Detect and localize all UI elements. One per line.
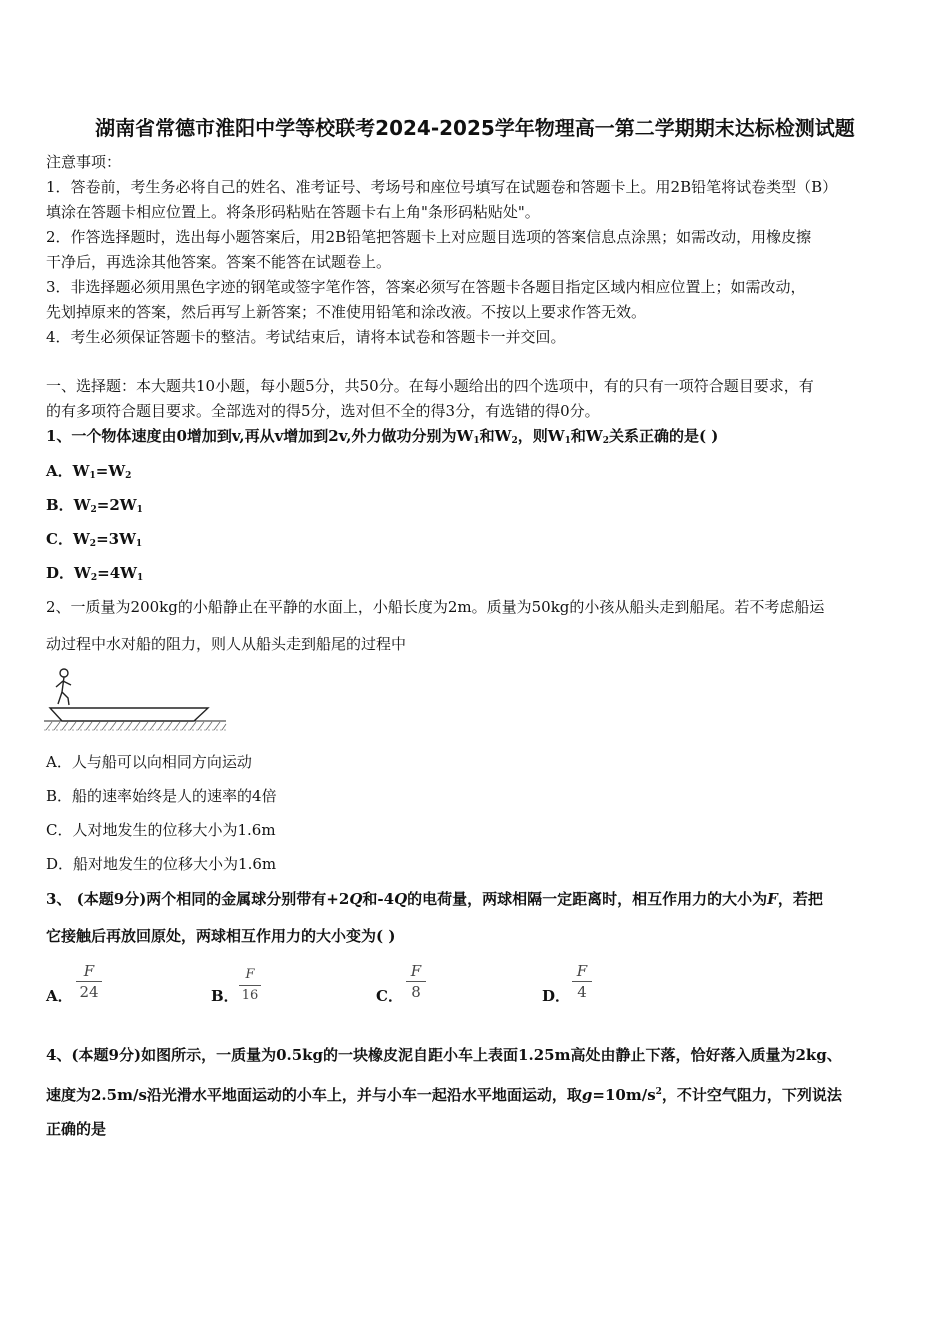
question-3-stem-line: 3、 (本题9分)两个相同的金属球分别带有+2Q和-4Q的电荷量，两球相隔一定距离时，相互作用力的大小为F，若把 — [46, 890, 823, 908]
notice-line: 3．非选择题必须用黑色字迹的钢笔或签字笔作答，答案必须写在答题卡各题目指定区域内相应位置上；如需改动， — [46, 278, 806, 296]
notice-line: 填涂在答题卡相应位置上。将条形码粘贴在答题卡右上角"条形码粘贴处"。 — [46, 203, 540, 221]
question-2-option-a: A．人与船可以向相同方向运动 — [46, 753, 252, 771]
notice-line: 2．作答选择题时，选出每小题答案后，用2B铅笔把答题卡上对应题目选项的答案信息点涂黑；如需改动，用橡皮擦 — [46, 228, 812, 246]
question-3-option-a-fraction: F 24 — [76, 962, 102, 1001]
question-3-option-c-fraction: F 8 — [406, 962, 426, 1001]
water-hatch — [46, 722, 226, 730]
notice-line: 4．考生必须保证答题卡的整洁。考试结束后，请将本试卷和答题卡一并交回。 — [46, 328, 566, 346]
notice-line: 先划掉原来的答案，然后再写上新答案；不准使用铅笔和涂改液。不按以上要求作答无效。 — [46, 303, 647, 321]
question-2-option-d: D．船对地发生的位移大小为1.6m — [46, 855, 277, 873]
section-heading-line: 的有多项符合题目要求。全部选对的得5分，选对但不全的得3分，有选错的得0分。 — [46, 402, 600, 420]
question-1-stem: 1、一个物体速度由0增加到v,再从v增加到2v,外力做功分别为$W_1$和$W_2$，则$W_1$和$W_2$关系正确的是( ) — [46, 427, 719, 446]
notice-heading: 注意事项： — [46, 153, 122, 171]
question-2-option-c: C．人对地发生的位移大小为1.6m — [46, 821, 276, 839]
question-4-stem-line: 正确的是 — [46, 1120, 107, 1138]
question-3-option-a-label: A． — [46, 987, 73, 1005]
question-3-option-c-label: C． — [376, 987, 403, 1005]
question-1-option-d: D．$W_2=4W_1$ — [46, 564, 144, 583]
boat-hull — [50, 708, 208, 721]
boat-figure — [44, 664, 230, 734]
page-title: 湖南省常德市淮阳中学等校联考2024-2025学年物理高一第二学期期末达标检测试题 — [95, 116, 855, 140]
person-body — [56, 677, 71, 705]
question-2-stem-line: 动过程中水对船的阻力，则人从船头走到船尾的过程中 — [46, 635, 407, 653]
question-3-option-b-fraction: F 16 — [239, 966, 261, 1005]
notice-line: 1．答卷前，考生务必将自己的姓名、准考证号、考场号和座位号填写在试题卷和答题卡上。用2B铅笔将试卷类型（B） — [46, 178, 838, 196]
question-1-option-a: A．$W_1=W_2$ — [46, 462, 132, 481]
question-1-option-b: B．$W_2=2W_1$ — [46, 496, 143, 515]
question-3-option-d-fraction: F 4 — [572, 962, 592, 1001]
question-4-stem-line: 速度为2.5m/s沿光滑水平地面运动的小车上，并与小车一起沿水平地面运动，取$g=10m/s^2$，不计空气阻力，下列说法 — [46, 1086, 842, 1104]
person-head — [60, 669, 68, 677]
question-3-stem-line: 它接触后再放回原处，两球相互作用力的大小变为( ) — [46, 927, 396, 945]
notice-line: 干净后，再选涂其他答案。答案不能答在试题卷上。 — [46, 253, 392, 271]
question-1-option-c: C．$W_2=3W_1$ — [46, 530, 143, 549]
question-4-stem-line: 4、(本题9分)如图所示，一质量为0.5kg的一块橡皮泥自距小车上表面1.25m高处由静止下落，恰好落入质量为2kg、 — [46, 1046, 842, 1064]
question-2-option-b: B．船的速率始终是人的速率的4倍 — [46, 787, 277, 805]
question-2-stem-line: 2、一质量为200kg的小船静止在平静的水面上，小船长度为2m。质量为50kg的小孩从船头走到船尾。若不考虑船运 — [46, 598, 825, 616]
question-3-option-b-label: B． — [211, 987, 239, 1005]
question-3-option-d-label: D． — [542, 987, 571, 1005]
section-heading-line: 一、选择题：本大题共10小题，每小题5分，共50分。在每小题给出的四个选项中，有的只有一项符合题目要求，有 — [46, 377, 814, 395]
